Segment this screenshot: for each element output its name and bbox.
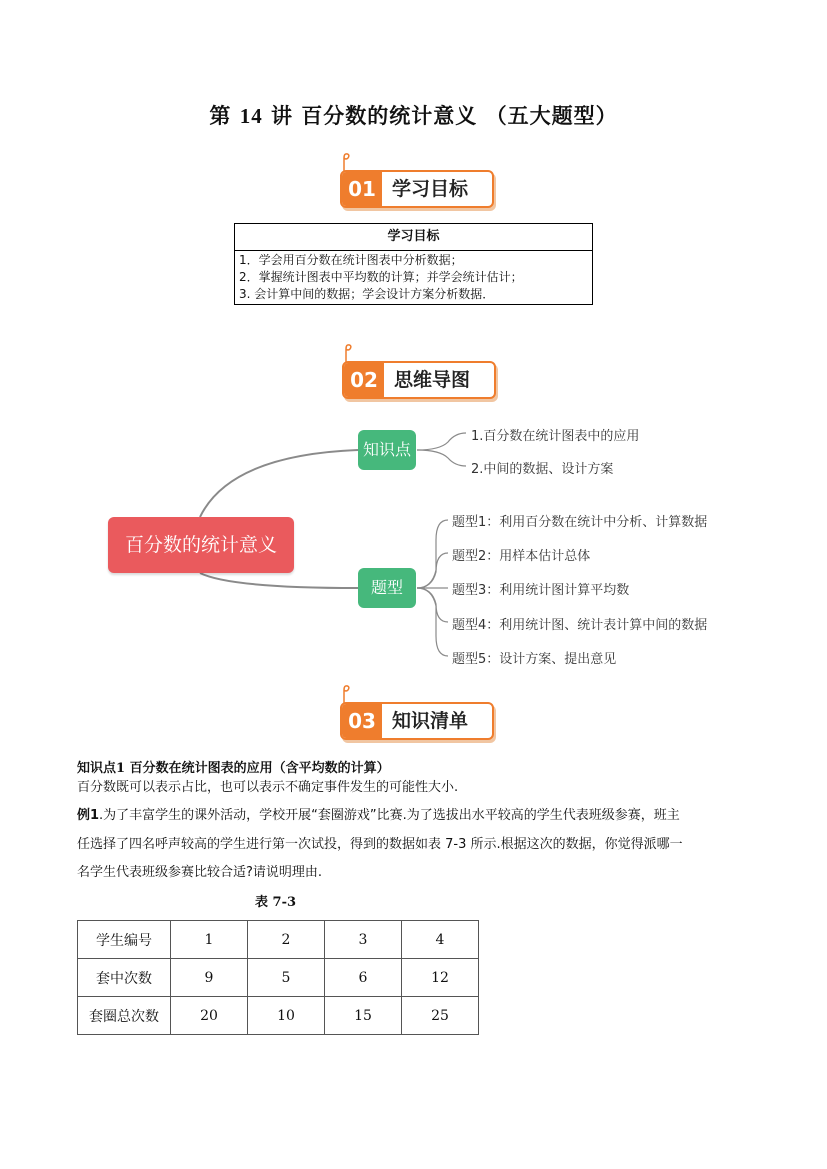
- table-cell: 12: [402, 959, 479, 997]
- connector-type-5: [417, 588, 448, 656]
- title-number: 14: [239, 104, 263, 128]
- title-prefix: 第: [209, 103, 232, 128]
- section-label: 学习目标: [392, 178, 469, 200]
- objective-item: 3. 会计算中间的数据；学会设计方案分析数据．: [239, 287, 495, 301]
- objectives-list: [235, 251, 593, 305]
- table-cell: 1: [171, 921, 248, 959]
- table-caption: 表 7-3: [255, 895, 297, 910]
- table-cell: 4: [402, 921, 479, 959]
- table-cell: 15: [325, 997, 402, 1035]
- connector-knowledge-2: [417, 450, 466, 466]
- example-line-3: 名学生代表班级参赛比较合适?请说明理由.: [77, 865, 323, 880]
- mindmap-type-item: 题型3：利用统计图计算平均数: [452, 583, 630, 598]
- example-text: .为了丰富学生的课外活动，学校开展“套圈游戏”比赛.为了选拔出水平较高的学生代表班级参赛，班主: [99, 808, 680, 823]
- mindmap-type-item: 题型1：利用百分数在统计中分析、计算数据: [452, 515, 708, 530]
- mindmap-knowledge-item: 2.中间的数据、设计方案: [471, 462, 614, 477]
- section-pill: [340, 702, 494, 740]
- table-row: [78, 921, 479, 959]
- section-label: 知识清单: [392, 710, 469, 732]
- row-header: 套中次数: [78, 959, 171, 997]
- data-table: [77, 920, 479, 1035]
- page-title: [0, 100, 827, 130]
- example-line-1: [77, 804, 680, 823]
- knowledge-point-title: 知识点1 百分数在统计图表的应用（含平均数的计算）: [77, 761, 390, 776]
- section-banner-01: [334, 152, 504, 210]
- example-lead: 例1: [77, 808, 100, 823]
- row-header: 学生编号: [78, 921, 171, 959]
- example-line-2: 任选择了四名呼声较高的学生进行第一次试投，得到的数据如表 7-3 所示.根据这次的数据，你觉得派哪一: [77, 837, 683, 852]
- mindmap-type-item: 题型5：设计方案、提出意见: [452, 652, 617, 667]
- section-banner-03: [334, 684, 504, 742]
- mindmap-knowledge-item: 1.百分数在统计图表中的应用: [471, 429, 640, 444]
- table-cell: 5: [248, 959, 325, 997]
- knowledge-intro: 百分数既可以表示占比，也可以表示不确定事件发生的可能性大小.: [77, 780, 459, 795]
- table-cell: 10: [248, 997, 325, 1035]
- connector-type-2: [417, 553, 448, 588]
- row-header: 套圈总次数: [78, 997, 171, 1035]
- table-row: [78, 997, 479, 1035]
- connector-root-type: [200, 573, 358, 588]
- table-cell: 25: [402, 997, 479, 1035]
- table-cell: 6: [325, 959, 402, 997]
- table-row: [78, 959, 479, 997]
- section-label: 思维导图: [394, 369, 471, 391]
- table-cell: 3: [325, 921, 402, 959]
- section-banner-02: [336, 343, 506, 401]
- table-cell: 9: [171, 959, 248, 997]
- title-rest: 讲 百分数的统计意义 （五大题型）: [271, 103, 618, 128]
- section-number: 01: [342, 172, 382, 206]
- mindmap-root: 百分数的统计意义: [108, 517, 294, 573]
- connector-type-4: [417, 588, 448, 622]
- table-cell: 2: [248, 921, 325, 959]
- mindmap-knowledge-node: 知识点: [358, 430, 416, 470]
- section-number: 03: [342, 704, 382, 738]
- mindmap-type-node: 题型: [358, 568, 416, 608]
- objectives-table: [234, 223, 593, 305]
- section-pill: [340, 170, 494, 208]
- objective-item: 2．掌握统计图表中平均数的计算；并学会统计估计；: [239, 270, 523, 284]
- connector-knowledge-1: [417, 433, 466, 450]
- mindmap-type-item: 题型2：用样本估计总体: [452, 549, 591, 564]
- section-pill: [342, 361, 496, 399]
- table-cell: 20: [171, 997, 248, 1035]
- objective-item: 1．学会用百分数在统计图表中分析数据；: [239, 253, 463, 267]
- section-number: 02: [344, 363, 384, 397]
- mindmap-type-item: 题型4：利用统计图、统计表计算中间的数据: [452, 618, 708, 633]
- objectives-header: 学习目标: [235, 224, 593, 251]
- connector-root-knowledge: [200, 450, 358, 517]
